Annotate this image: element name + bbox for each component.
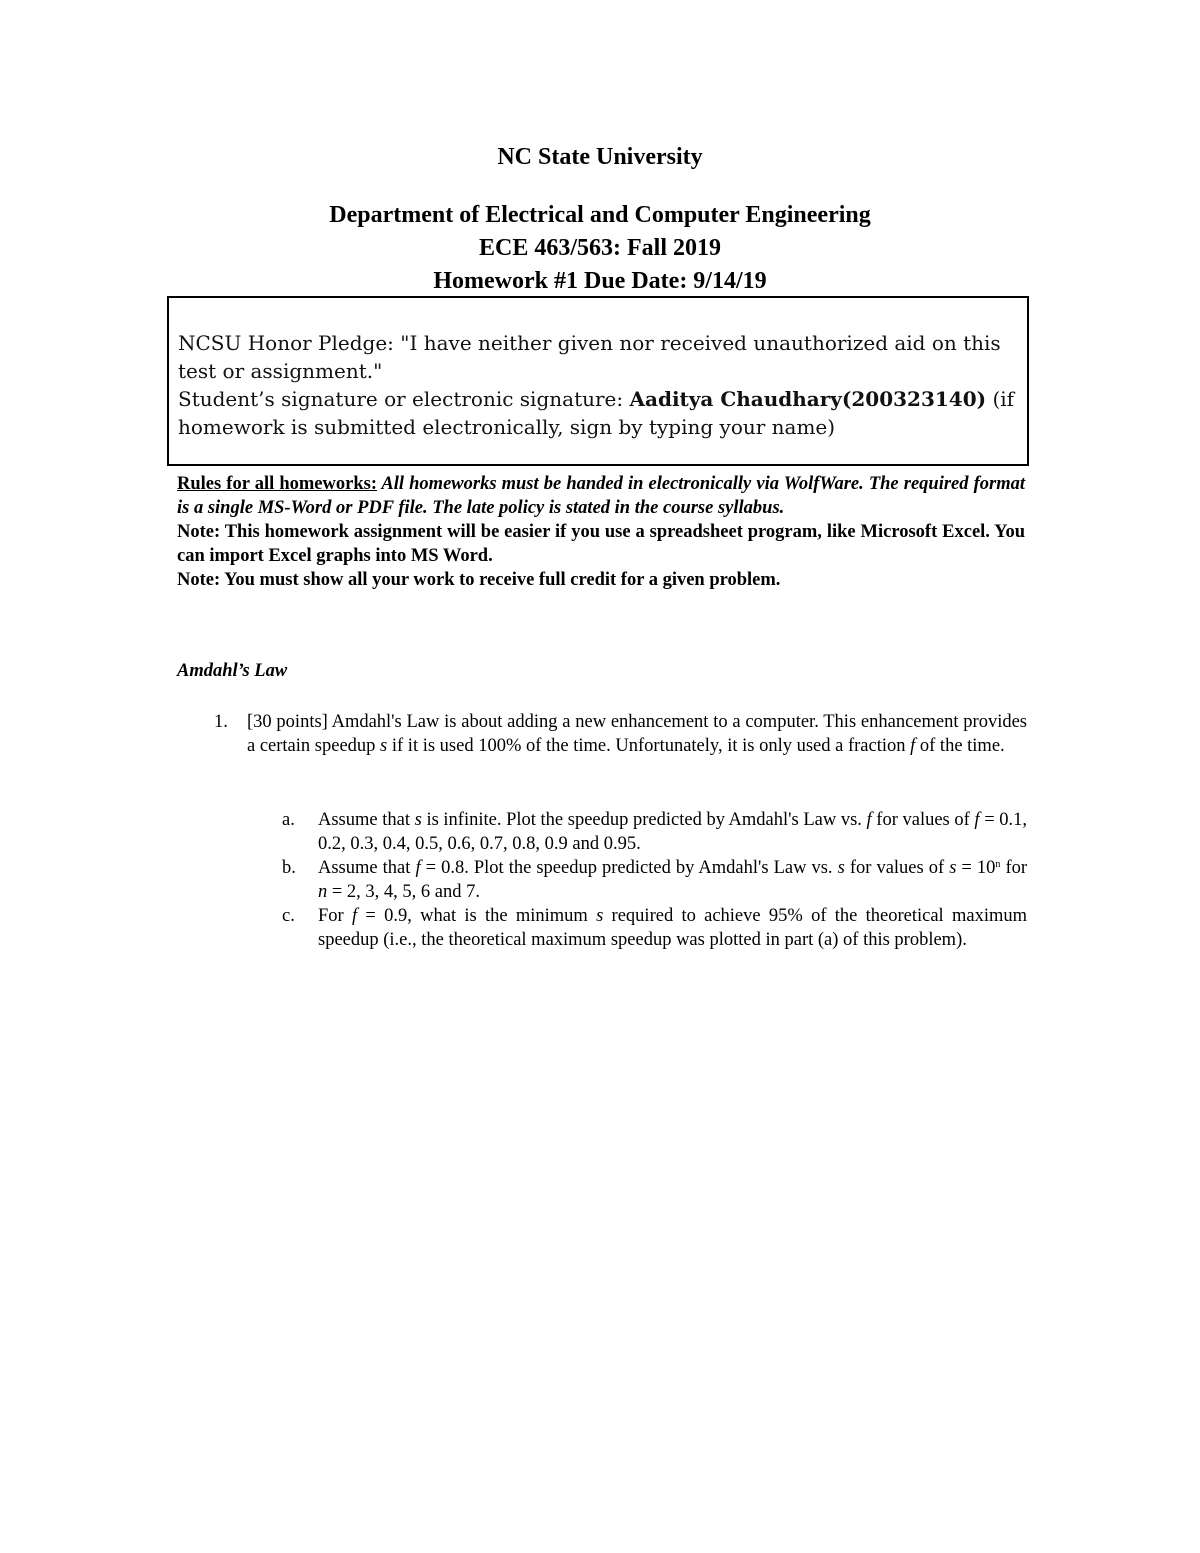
- problem-text-part: [30 points] Amdahl's Law is about adding a new enhancement to a computer. This enhancement provides a certain speedup: [247, 712, 1027, 756]
- subparts-list: [282, 808, 1027, 952]
- text: = 0.8. Plot the speedup predicted by Amdahl's Law vs.: [420, 858, 838, 878]
- variable: f: [866, 810, 872, 830]
- text: is infinite. Plot the speedup predicted by Amdahl's Law vs.: [421, 810, 867, 830]
- subpart-c: [282, 904, 1027, 952]
- problem-text-part: if it is used 100% of the time. Unfortunately, it is only used a fraction: [387, 736, 911, 756]
- variable: f: [415, 858, 421, 878]
- problem-text: [247, 710, 1027, 758]
- variable: s: [949, 858, 957, 878]
- signature-name: Aaditya Chaudhary(200323140): [629, 387, 987, 411]
- variable: s: [414, 810, 422, 830]
- problem-number: 1.: [214, 712, 228, 732]
- text: Assume that: [318, 858, 416, 878]
- variable: s: [837, 858, 845, 878]
- text: Assume that: [318, 810, 415, 830]
- rules-text: All homeworks must be handed in electronically via WolfWare. The required format is a single MS-Word or PDF file. The late policy is stated in the course syllabus.: [177, 474, 1025, 518]
- text: = 2, 3, 4, 5, 6 and 7.: [327, 882, 481, 902]
- text: = 0.1, 0.2, 0.3, 0.4, 0.5, 0.6, 0.7, 0.8, 0.9 and 0.95.: [318, 810, 1027, 854]
- variable-f: f: [910, 736, 916, 756]
- subpart-body: [318, 904, 1027, 952]
- honor-pledge-text: NCSU Honor Pledge: "I have neither given nor received unauthorized aid on this test or assignment.": [178, 331, 1001, 383]
- text: for: [1000, 858, 1028, 878]
- course-title: ECE 463/563: Fall 2019: [478, 235, 721, 261]
- variable: s: [596, 906, 604, 926]
- subpart-body: [318, 856, 1027, 904]
- subpart-body: [318, 808, 1027, 856]
- section-title: Amdahl’s Law: [177, 661, 288, 681]
- subpart-a: [282, 808, 1027, 856]
- rules-section: [177, 472, 1025, 592]
- rules-label: Rules for all homeworks:: [177, 474, 377, 494]
- subpart-b: [282, 856, 1027, 904]
- rules-paragraph: [177, 472, 1025, 520]
- note-spreadsheet: Note: This homework assignment will be easier if you use a spreadsheet program, like Microsoft Excel. You can import Excel graphs into MS Word.: [177, 522, 1025, 566]
- subpart-letter: a.: [282, 810, 295, 830]
- subpart-letter: b.: [282, 858, 296, 878]
- text: For: [318, 906, 352, 926]
- text: for values of: [844, 858, 950, 878]
- honor-pledge-box: [167, 296, 1029, 466]
- text: for values of: [871, 810, 975, 830]
- subpart-letter: c.: [282, 906, 295, 926]
- variable: f: [974, 810, 980, 830]
- signature-label: Student’s signature or electronic signature:: [178, 387, 630, 411]
- superscript: n: [995, 859, 1001, 870]
- variable-s: s: [380, 736, 388, 756]
- text: required to achieve 95% of the theoretical maximum speedup (i.e., the theoretical maximum speedup was plotted in part (a) of this problem).: [318, 906, 1027, 950]
- problem-text-part: of the time.: [915, 736, 1005, 756]
- department-title: Department of Electrical and Computer Engineering: [329, 202, 871, 228]
- variable: n: [318, 882, 328, 902]
- variable: f: [351, 906, 358, 926]
- university-title: NC State University: [497, 144, 703, 170]
- note-show-work: Note: You must show all your work to receive full credit for a given problem.: [177, 570, 781, 590]
- text: = 10: [956, 858, 996, 878]
- homework-title: Homework #1 Due Date: 9/14/19: [433, 268, 767, 294]
- signature-note: (if homework is submitted electronically, sign by typing your name): [178, 387, 1015, 439]
- text: = 0.9, what is the minimum: [357, 906, 597, 926]
